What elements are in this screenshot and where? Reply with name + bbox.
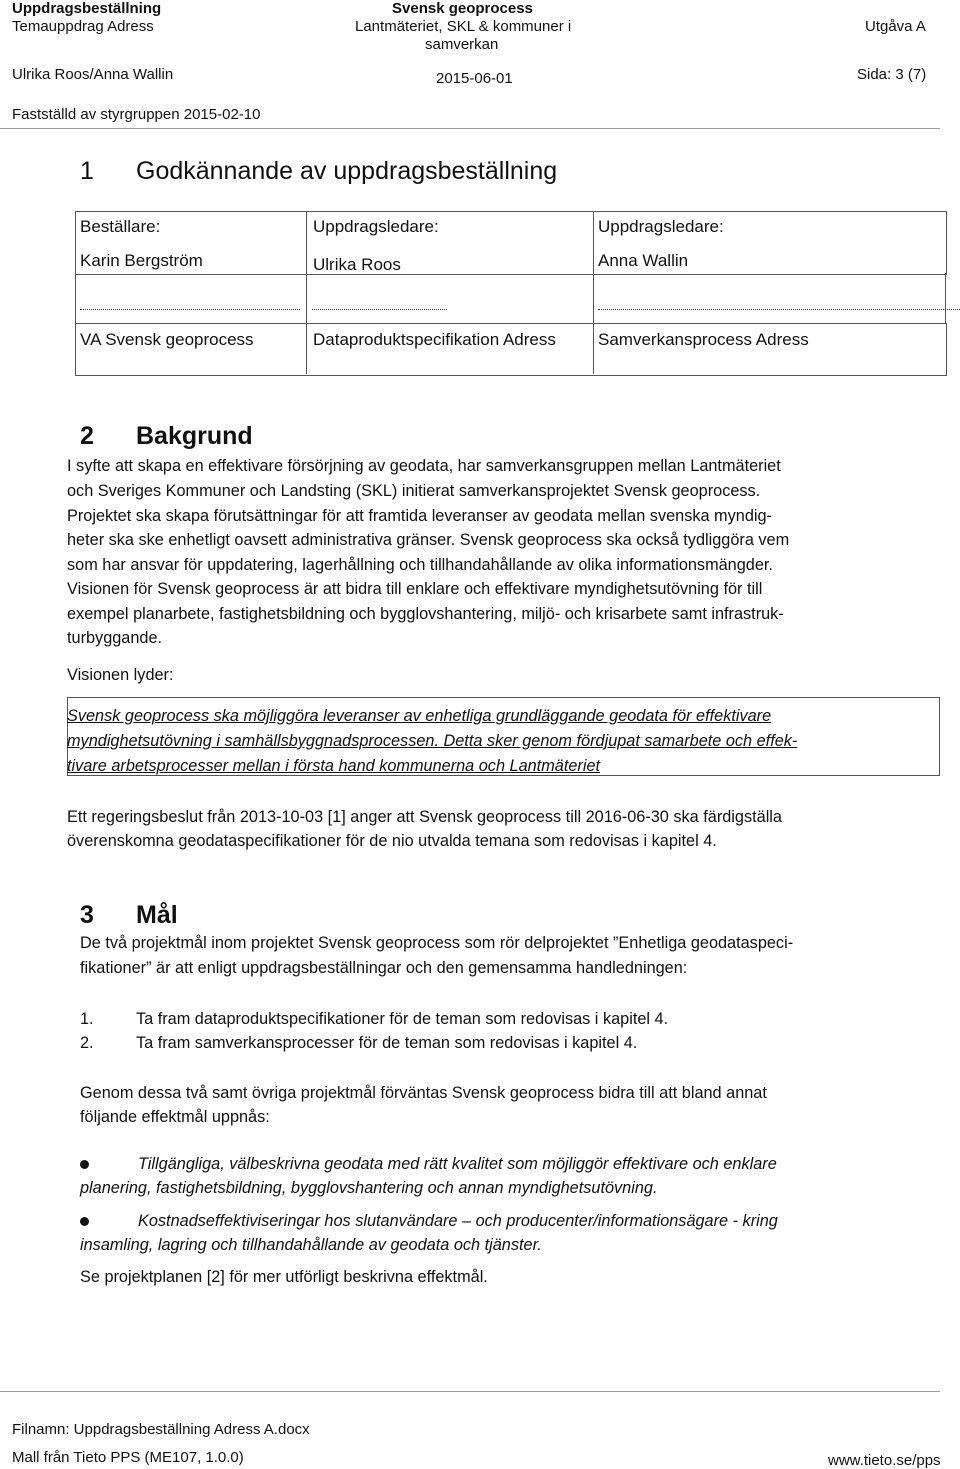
effect-line: Kostnadseffektiviseringar hos slutanvändare – och producenter/informationsägare - kring — [138, 1212, 778, 1230]
paragraph-line: I syfte att skapa en effektivare försörjning av geodata, har samverkansgruppen mellan Lantmäteriet — [67, 457, 781, 475]
table-side-right — [945, 273, 946, 323]
unit-cell: VA Svensk geoprocess — [80, 330, 254, 349]
doc-title: Uppdragsbeställning — [12, 0, 162, 17]
paragraph-line: turbyggande. — [67, 629, 163, 647]
bullet-icon — [80, 1217, 89, 1226]
section-3-number: 3 — [80, 901, 94, 929]
bullet-icon — [80, 1160, 89, 1169]
org-line-1: Lantmäteriet, SKL & kommuner i — [355, 18, 572, 35]
goal-number: 1. — [80, 1010, 94, 1028]
org-line-2: samverkan — [425, 36, 499, 53]
section-1-title: Godkännande av uppdragsbeställning — [136, 157, 558, 185]
signature-line-2 — [312, 309, 447, 310]
role-cell: Beställare: — [80, 217, 161, 236]
name-cell: Ulrika Roos — [313, 255, 401, 274]
project-name: Svensk geoprocess — [392, 0, 533, 17]
doc-date: 2015-06-01 — [436, 70, 513, 87]
role-cell: Uppdragsledare: — [313, 217, 439, 236]
section-2-title: Bakgrund — [136, 422, 253, 450]
section-2-number: 2 — [80, 422, 94, 450]
authors: Ulrika Roos/Anna Wallin — [12, 66, 174, 83]
signature-line-3 — [598, 309, 960, 310]
role-cell: Uppdragsledare: — [598, 217, 724, 236]
goal-text: Ta fram samverkansprocesser för de teman som redovisas i kapitel 4. — [136, 1034, 638, 1052]
table-side-left — [75, 273, 76, 323]
paragraph-line: heter ska ske enhetligt oavsett administrativa gränser. Svensk geoprocess ska också tydliggöra vem — [67, 531, 790, 549]
paragraph-line: Visionen för Svensk geoprocess är att bidra till enklare och effektivare myndighetsutövning för till — [67, 580, 763, 598]
edition: Utgåva A — [865, 18, 926, 35]
signature-line-1 — [80, 309, 300, 310]
paragraph-line: och Sveriges Kommuner och Landsting (SKL) initierat samverkansprojektet Svensk geoprocess. — [67, 482, 761, 500]
footer-url[interactable]: www.tieto.se/pps — [828, 1452, 941, 1469]
closing-line: Se projektplanen [2] för mer utförligt beskrivna effektmål. — [80, 1268, 488, 1286]
effect-line: planering, fastighetsbildning, bygglovshantering och annan myndighetsutövning. — [80, 1179, 658, 1197]
doc-subtitle: Temauppdrag Adress — [12, 18, 154, 35]
effect-intro-line: Genom dessa två samt övriga projektmål förväntas Svensk geoprocess bidra till att bland annat — [80, 1084, 767, 1102]
approval-note: Fastställd av styrgruppen 2015-02-10 — [12, 106, 261, 123]
paragraph-line: exempel planarbete, fastighetsbildning och bygglovshantering, miljö- och krisarbete samt infrastruk- — [67, 605, 784, 623]
table-divider-1 — [306, 211, 307, 374]
name-cell: Karin Bergström — [80, 251, 203, 270]
paragraph-line: som har ansvar för uppdatering, lagerhållning och tillhandahållande av olika informationsmängder. — [67, 556, 773, 574]
section-3-title: Mål — [136, 901, 178, 929]
section-1-number: 1 — [80, 157, 94, 185]
effect-line: Tillgängliga, välbeskrivna geodata med rätt kvalitet som möjliggör effektivare och enklare — [138, 1155, 777, 1173]
vision-line: Svensk geoprocess ska möjliggöra leveranser av enhetliga grundläggande geodata för effektivare — [67, 707, 772, 725]
decision-line: Ett regeringsbeslut från 2013-10-03 [1] anger att Svensk geoprocess till 2016-06-30 ska färdigställa — [67, 808, 782, 826]
name-cell: Anna Wallin — [598, 251, 689, 270]
vision-line: tivare arbetsprocesser mellan i första hand kommunerna och Lantmäteriet — [67, 757, 601, 775]
footer-divider — [0, 1391, 940, 1392]
goal-number: 2. — [80, 1034, 94, 1052]
goal-text: Ta fram dataproduktspecifikationer för de teman som redovisas i kapitel 4. — [136, 1010, 669, 1028]
vision-label: Visionen lyder: — [67, 666, 174, 684]
footer-template: Mall från Tieto PPS (ME107, 1.0.0) — [12, 1449, 244, 1466]
effect-intro-line: följande effektmål uppnås: — [80, 1108, 270, 1126]
footer-filename: Filnamn: Uppdragsbeställning Adress A.docx — [12, 1421, 310, 1438]
header-divider — [0, 128, 940, 129]
unit-cell: Dataproduktspecifikation Adress — [313, 330, 556, 349]
goal-intro-line: fikationer” är att enligt uppdragsbeställningar och den gemensamma handledningen: — [80, 959, 688, 977]
goal-intro-line: De två projektmål inom projektet Svensk geoprocess som rör delprojektet ”Enhetliga geodataspeci- — [80, 934, 794, 952]
signature-table-top — [75, 211, 947, 275]
table-divider-2 — [593, 211, 594, 374]
unit-cell: Samverkansprocess Adress — [598, 330, 809, 349]
page-number: Sida: 3 (7) — [857, 66, 927, 83]
decision-line: överenskomna geodataspecifikationer för de nio utvalda temana som redovisas i kapitel 4. — [67, 832, 717, 850]
vision-line: myndighetsutövning i samhällsbyggnadsprocessen. Detta sker genom fördjupat samarbete och effek- — [67, 732, 798, 750]
paragraph-line: Projektet ska skapa förutsättningar för att framtida leveranser av geodata mellan svenska myndig- — [67, 507, 772, 525]
effect-line: insamling, lagring och tillhandahållande av geodata och tjänster. — [80, 1236, 542, 1254]
